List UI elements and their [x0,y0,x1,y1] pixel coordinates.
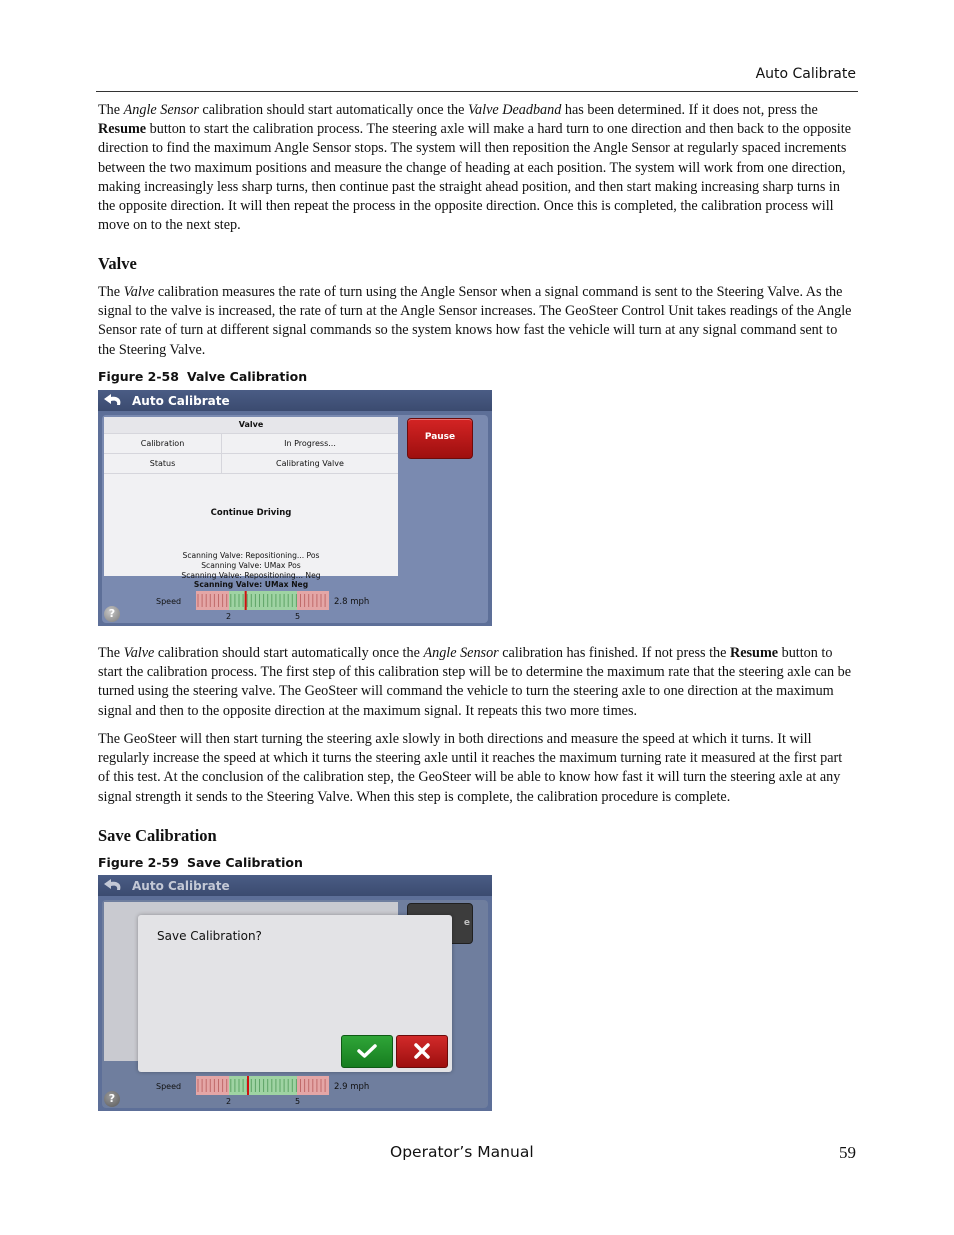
speed-gauge [196,591,329,610]
gauge-needle [247,1076,249,1095]
valve-after-paragraph-2: The GeoSteer will then start turning the steering axle slowly in both directions and measure the speed at which it turns. It will regularly increase the speed at which it turns the steering axle until it reaches the maximum turning rate it measured at the first part of this test. At the conclusion of the calibration step, the GeoSteer will be able to know how fast it will turn the steering axle at any signal strength it sends to the Steering Valve. When this step is complete, the calibration procedure is complete. [98,731,843,805]
italic-term: Valve [123,284,155,300]
row-label: Status [104,454,222,473]
checkmark-icon [357,1043,377,1059]
gauge-tick-label: 5 [295,612,301,621]
gauge-tick-label: 5 [295,1097,301,1106]
speed-gauge [196,1076,329,1095]
gauge-needle [245,591,247,610]
dialog-message: Save Calibration? [157,929,262,943]
text-run: calibration should start automatically once the [198,102,468,118]
pause-button[interactable]: Pause [407,418,473,459]
row-value: Calibrating Valve [276,459,344,468]
section-heading-save-calibration: Save Calibration [98,826,217,845]
text-run: calibration measures the rate of turn using the Angle Sensor when a signal command is sent to the Steering Valve. As the signal to the valve is increased, the rate of turn at the Angle Sensor increases. The GeoSteer Control Unit takes readings of the Angle Sensor rate of turn at different signal commands so the system knows how fast the vehicle will turn at any signal command sent to the Steering Valve. [98,284,852,358]
italic-term: Angle Sensor [423,645,499,661]
bold-term: Resume [98,121,147,138]
text-run: The [98,284,124,300]
text-run: calibration should start automatically once the [154,645,424,661]
figure-caption-2 [98,855,303,870]
log-line: Scanning Valve: Repositioning... Neg [181,570,321,580]
message-log [104,551,398,590]
button-label-fragment: e [463,918,470,928]
table-row [104,433,398,453]
cancel-button[interactable] [396,1035,448,1068]
bold-term: Resume [729,645,779,661]
running-header-title: Auto Calibrate [755,66,856,82]
section-heading-valve: Valve [98,254,137,273]
help-icon[interactable]: ? [104,1091,120,1107]
gauge-tick-label: 2 [226,612,232,621]
screen-title: Auto Calibrate [132,394,230,408]
text-run: button to start the calibration process. The first step of this calibration step will be to determine the maximum rate that the steering axle can be turned using the steering valve. The GeoSteer will command the vehicle to turn the steering axle to one direction at the maximum signal and then to the opposite direction at the maximum signal. It repeats this two more times. [98,645,852,719]
save-calibration-dialog [138,915,452,1072]
close-icon [412,1043,432,1059]
text-run: calibration has finished. If not press the [498,645,730,661]
speed-label: Speed [156,597,182,606]
page-number: 59 [839,1143,856,1162]
speed-value: 2.8 mph [334,597,370,607]
row-label: Calibration [104,434,222,453]
help-icon[interactable]: ? [104,606,120,622]
figure-caption-1 [98,369,307,384]
log-line-current: Scanning Valve: UMax Neg [193,580,309,590]
instruction-text: Continue Driving [210,508,292,518]
valve-after-paragraph-1 [98,644,856,721]
intro-paragraph [98,101,856,235]
valve-paragraph [98,283,856,360]
figure-number: Figure 2-59 [98,855,179,870]
footer-title: Operator’s Manual [390,1143,534,1161]
save-calibration-screenshot [98,875,492,1111]
figure-title: Save Calibration [186,855,303,870]
header-rule [96,91,858,92]
log-line: Scanning Valve: UMax Pos [201,560,301,570]
screen-title: Auto Calibrate [132,879,230,893]
back-arrow-icon[interactable] [102,877,124,894]
text-run: has been determined. If it does not, press the [561,102,818,118]
italic-term: Valve Deadband [467,102,562,118]
confirm-button[interactable] [341,1035,393,1068]
back-arrow-icon[interactable] [102,392,124,409]
table-row [104,453,398,474]
figure-number: Figure 2-58 [98,369,179,384]
text-run: The [98,645,124,661]
table-header: Valve [104,417,398,433]
row-value: In Progress... [284,439,336,448]
status-area [104,417,398,590]
gauge-tick-label: 2 [226,1097,232,1106]
speed-label: Speed [156,1082,182,1091]
speed-value: 2.9 mph [334,1082,370,1092]
italic-term: Valve [123,645,155,661]
text-run: The [98,102,124,118]
log-line: Scanning Valve: Repositioning... Pos [182,551,320,560]
valve-calibration-screenshot [98,390,492,626]
italic-term: Angle Sensor [123,102,199,118]
figure-title: Valve Calibration [186,369,308,384]
text-run: button to start the calibration process. The steering axle will make a hard turn to one direction and then back to the opposite direction to find the maximum Angle Sensor stops. The system will then reposition the Angle Sensor at regularly spaced increments between the two maximum positions and measure the change of heading at each position. The system will work from one direction, making increasingly less sharp turns, then continue past the straight ahead position, and then start making increasing sharp turns in the opposite direction. It will then repeat the process in the opposite direction. Once this is completed, the calibration process will move on to the next step. [98,121,852,234]
